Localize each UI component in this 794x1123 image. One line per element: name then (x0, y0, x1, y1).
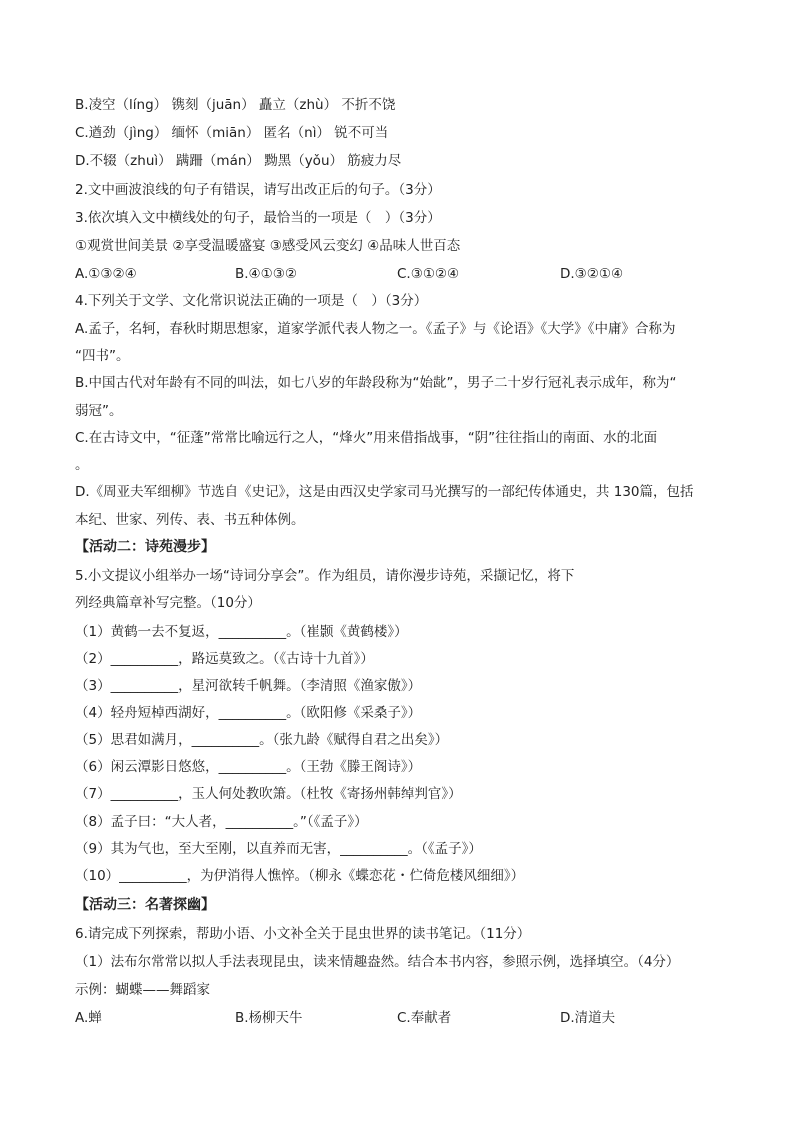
q6-option-d: D.清道夫 (560, 1010, 616, 1026)
q6-option-a: A.蝉 (75, 1010, 102, 1026)
q3-option-d: D.③②①④ (560, 266, 624, 282)
activity-2-heading: 【活动二：诗苑漫步】 (75, 539, 215, 555)
q4-option-d-line2: 本纪、世家、列传、表、书五种体例。 (75, 512, 305, 528)
q3-option-b: B.④①③② (235, 266, 297, 282)
activity-3-heading: 【活动三：名著探幽】 (75, 897, 215, 913)
question-3-options (75, 265, 725, 283)
question-5-stem-line1: 5.小文提议小组举办一场“诗词分享会”。作为组员，请你漫步诗苑，采撷记忆，将下 (75, 568, 575, 584)
q5-item-1: （1）黄鹤一去不复返，__________。（崔颢《黄鹤楼》） (75, 624, 408, 640)
question-3-items: ①观赏世间美景 ②享受温暖盛宴 ③感受风云变幻 ④品味人世百态 (75, 238, 461, 254)
q1-option-b: B.凌空（líng） 镌刻（juān） 矗立（zhù） 不折不饶 (75, 97, 396, 113)
q4-option-a-line1: A.孟子，名轲，春秋时期思想家，道家学派代表人物之一。《孟子》与《论语》《大学》《中庸》合称为 (75, 321, 676, 337)
question-5-stem-line2: 列经典篇章补写完整。（10分） (75, 595, 261, 611)
q1-option-d: D.不辍（zhuì） 蹒跚（mán） 黝黑（yǒu） 筋疲力尽 (75, 153, 402, 169)
q4-option-c-line1: C.在古诗文中，“征蓬”常常比喻远行之人，“烽火”用来借指战事，“阴”往往指山的南面、水的北面 (75, 430, 658, 446)
q4-option-a-line2: “四书”。 (75, 348, 130, 364)
q4-option-b-line2: 弱冠”。 (75, 403, 123, 419)
q5-item-8: （8）孟子曰：“大人者，__________。”（《孟子》） (75, 814, 368, 830)
q3-option-a: A.①③②④ (75, 266, 137, 282)
q4-option-d-line1: D.《周亚夫军细柳》节选自《史记》，这是由西汉史学家司马光撰写的一部纪传体通史，共 130篇，包括 (75, 484, 694, 500)
q4-option-c-line2: 。 (75, 457, 89, 473)
q6-options (75, 1009, 725, 1027)
q6-option-c: C.奉献者 (397, 1010, 452, 1026)
q5-item-2: （2）__________，路远莫致之。（《古诗十九首》） (75, 651, 374, 667)
q5-item-10: （10）__________，为伊消得人憔悴。（柳永《蝶恋花・伫倚危楼风细细》） (75, 868, 525, 884)
question-3-stem: 3.依次填入文中横线处的句子，最恰当的一项是（ ）（3分） (75, 210, 441, 226)
q6-sub-1: （1）法布尔常常以拟人手法表现昆虫，读来情趣盎然。结合本书内容，参照示例，选择填空。（4分） (75, 954, 680, 970)
question-4-stem: 4.下列关于文学、文化常识说法正确的一项是（ ）（3分） (75, 293, 428, 309)
q5-item-4: （4）轻舟短棹西湖好，__________。（欧阳修《采桑子》） (75, 705, 422, 721)
q5-item-5: （5）思君如满月，__________。（张九龄《赋得自君之出矣》） (75, 732, 449, 748)
q1-option-c: C.遒劲（jìng） 缅怀（miān） 匿名（nì） 锐不可当 (75, 125, 389, 141)
question-2: 2.文中画波浪线的句子有错误，请写出改正后的句子。（3分） (75, 182, 441, 198)
q3-option-c: C.③①②④ (397, 266, 460, 282)
q5-item-9: （9）其为气也，至大至刚，以直养而无害，__________。（《孟子》） (75, 841, 482, 857)
q5-item-7: （7）__________，玉人何处教吹箫。（杜牧《寄扬州韩绰判官》） (75, 786, 462, 802)
q6-option-b: B.杨柳天牛 (235, 1010, 303, 1026)
question-6-stem: 6.请完成下列探索，帮助小语、小文补全关于昆虫世界的读书笔记。（11分） (75, 926, 531, 942)
q4-option-b-line1: B.中国古代对年龄有不同的叫法，如七八岁的年龄段称为“始龀”，男子二十岁行冠礼表示成年，称为“ (75, 375, 677, 391)
q5-item-6: （6）闲云潭影日悠悠，__________。（王勃《滕王阁诗》） (75, 759, 422, 775)
q5-item-3: （3）__________，星河欲转千帆舞。（李清照《渔家傲》） (75, 678, 422, 694)
q6-example: 示例：蝴蝶——舞蹈家 (75, 982, 210, 998)
